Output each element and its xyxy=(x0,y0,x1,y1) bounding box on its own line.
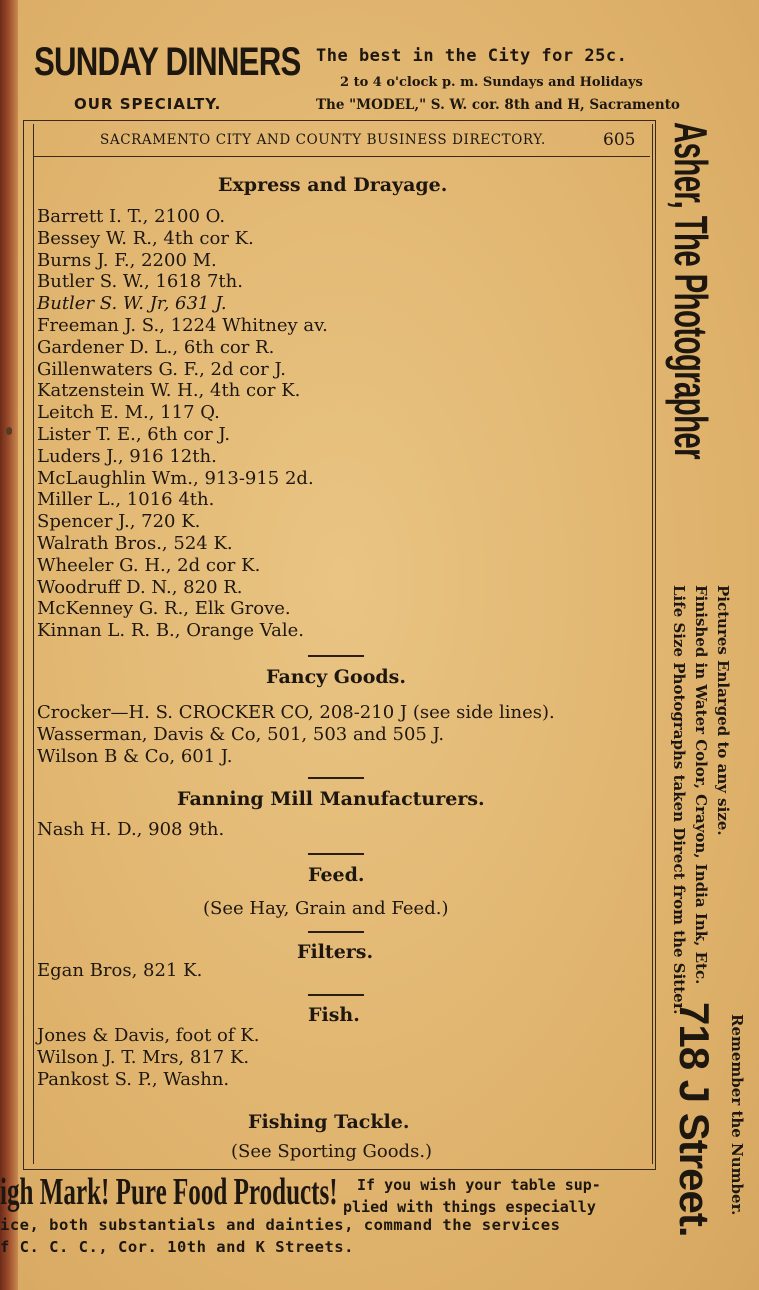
ad-table-supply-2: plied with things especially xyxy=(343,1198,596,1216)
heading-fishing-tackle: Fishing Tackle. xyxy=(248,1111,410,1133)
running-head: SACRAMENTO CITY AND COUNTY BUSINESS DIRECTORY. xyxy=(100,132,546,148)
list-item: Miller L., 1016 4th. xyxy=(37,489,215,511)
ad-ccc-address: f C. C. C., Cor. 10th and K Streets. xyxy=(0,1238,354,1256)
heading-filters: Filters. xyxy=(297,941,374,963)
ad-pictures-enlarged: Pictures Enlarged to any size. xyxy=(714,585,732,836)
list-fancy-goods xyxy=(37,702,555,767)
ad-finished-in: Finished in Water Color, Crayon, India Ink, Etc. xyxy=(692,585,710,985)
list-express-drayage xyxy=(37,206,328,642)
section-divider xyxy=(308,853,364,855)
ad-substantials-line: ice, both substantials and dainties, command the services xyxy=(0,1216,561,1234)
heading-fish: Fish. xyxy=(308,1004,360,1026)
list-item: Gillenwaters G. F., 2d cor J. xyxy=(37,358,286,380)
ad-best-in-city: The best in the City for 25c. xyxy=(316,46,628,66)
section-divider xyxy=(308,994,364,996)
heading-fancy-goods: Fancy Goods. xyxy=(266,666,406,688)
header-rule xyxy=(34,156,650,157)
ad-asher-address: 718 J Street. xyxy=(671,1002,718,1237)
ad-remember-number: Remember the Number. xyxy=(728,1014,746,1216)
list-fish xyxy=(37,1025,259,1090)
heading-fanning-mill: Fanning Mill Manufacturers. xyxy=(177,788,485,810)
list-item: McKenney G. R., Elk Grove. xyxy=(37,598,291,620)
list-item: Butler S. W., 1618 7th. xyxy=(37,271,243,293)
list-item: McLaughlin Wm., 913-915 2d. xyxy=(37,467,314,489)
list-item: Luders J., 916 12th. xyxy=(37,445,217,467)
list-item: Walrath Bros., 524 K. xyxy=(37,532,233,554)
list-item: Wheeler G. H., 2d cor K. xyxy=(37,554,261,576)
heading-express-drayage: Express and Drayage. xyxy=(218,174,448,196)
list-item: Crocker—H. S. CROCKER CO, 208-210 J (see side lines). xyxy=(37,702,555,723)
list-fanning-mill xyxy=(37,819,224,841)
ad-life-size: Life Size Photographs taken Direct from the Sitter. xyxy=(670,585,688,1015)
section-divider xyxy=(308,777,364,779)
heading-feed: Feed. xyxy=(308,864,365,886)
book-spine-edge xyxy=(0,0,18,1290)
ad-model-address: The "MODEL," S. W. cor. 8th and H, Sacramento xyxy=(316,97,680,113)
list-item: Gardener D. L., 6th cor R. xyxy=(37,336,275,358)
list-item: Bessey W. R., 4th cor K. xyxy=(37,227,254,249)
ad-hours: 2 to 4 o'clock p. m. Sundays and Holidays xyxy=(340,75,643,90)
list-item: Burns J. F., 2200 M. xyxy=(37,249,217,271)
list-item: Butler S. W. Jr, 631 J. xyxy=(37,293,227,315)
list-item: Nash H. D., 908 9th. xyxy=(37,819,225,840)
list-item: Wilson J. T. Mrs, 817 K. xyxy=(37,1046,250,1068)
list-item: Jones & Davis, foot of K. xyxy=(37,1025,260,1046)
list-item: Freeman J. S., 1224 Whitney av. xyxy=(37,314,328,336)
list-item: Woodruff D. N., 820 R. xyxy=(37,576,243,598)
section-divider xyxy=(308,931,364,933)
list-item: Leitch E. M., 117 Q. xyxy=(37,402,220,424)
list-item: Lister T. E., 6th cor J. xyxy=(37,423,231,445)
list-item: Barrett I. T., 2100 O. xyxy=(37,206,226,227)
list-item: Wasserman, Davis & Co, 501, 503 and 505 J. xyxy=(37,723,445,745)
section-divider xyxy=(308,655,364,657)
ad-sunday-dinners-title: SUNDAY DINNERS xyxy=(34,40,301,84)
paper-blemish xyxy=(6,427,12,435)
ad-table-supply-1: If you wish your table sup- xyxy=(357,1176,601,1194)
list-item: Egan Bros, 821 K. xyxy=(37,960,203,981)
list-item: Spencer J., 720 K. xyxy=(37,511,201,533)
list-item: Pankost S. P., Washn. xyxy=(37,1068,230,1090)
list-item: Katzenstein W. H., 4th cor K. xyxy=(37,380,301,402)
note-feed: (See Hay, Grain and Feed.) xyxy=(203,898,449,919)
page-number: 605 xyxy=(603,130,636,150)
ad-high-mark: igh Mark! Pure Food Products! xyxy=(0,1171,338,1213)
ad-our-specialty: OUR SPECIALTY. xyxy=(74,95,222,113)
ad-asher-name: Asher, The Photographer xyxy=(665,122,717,459)
note-fishing-tackle: (See Sporting Goods.) xyxy=(231,1141,433,1162)
list-item: Wilson B & Co, 601 J. xyxy=(37,745,233,767)
list-filters xyxy=(37,960,202,982)
list-item: Kinnan L. R. B., Orange Vale. xyxy=(37,620,305,642)
